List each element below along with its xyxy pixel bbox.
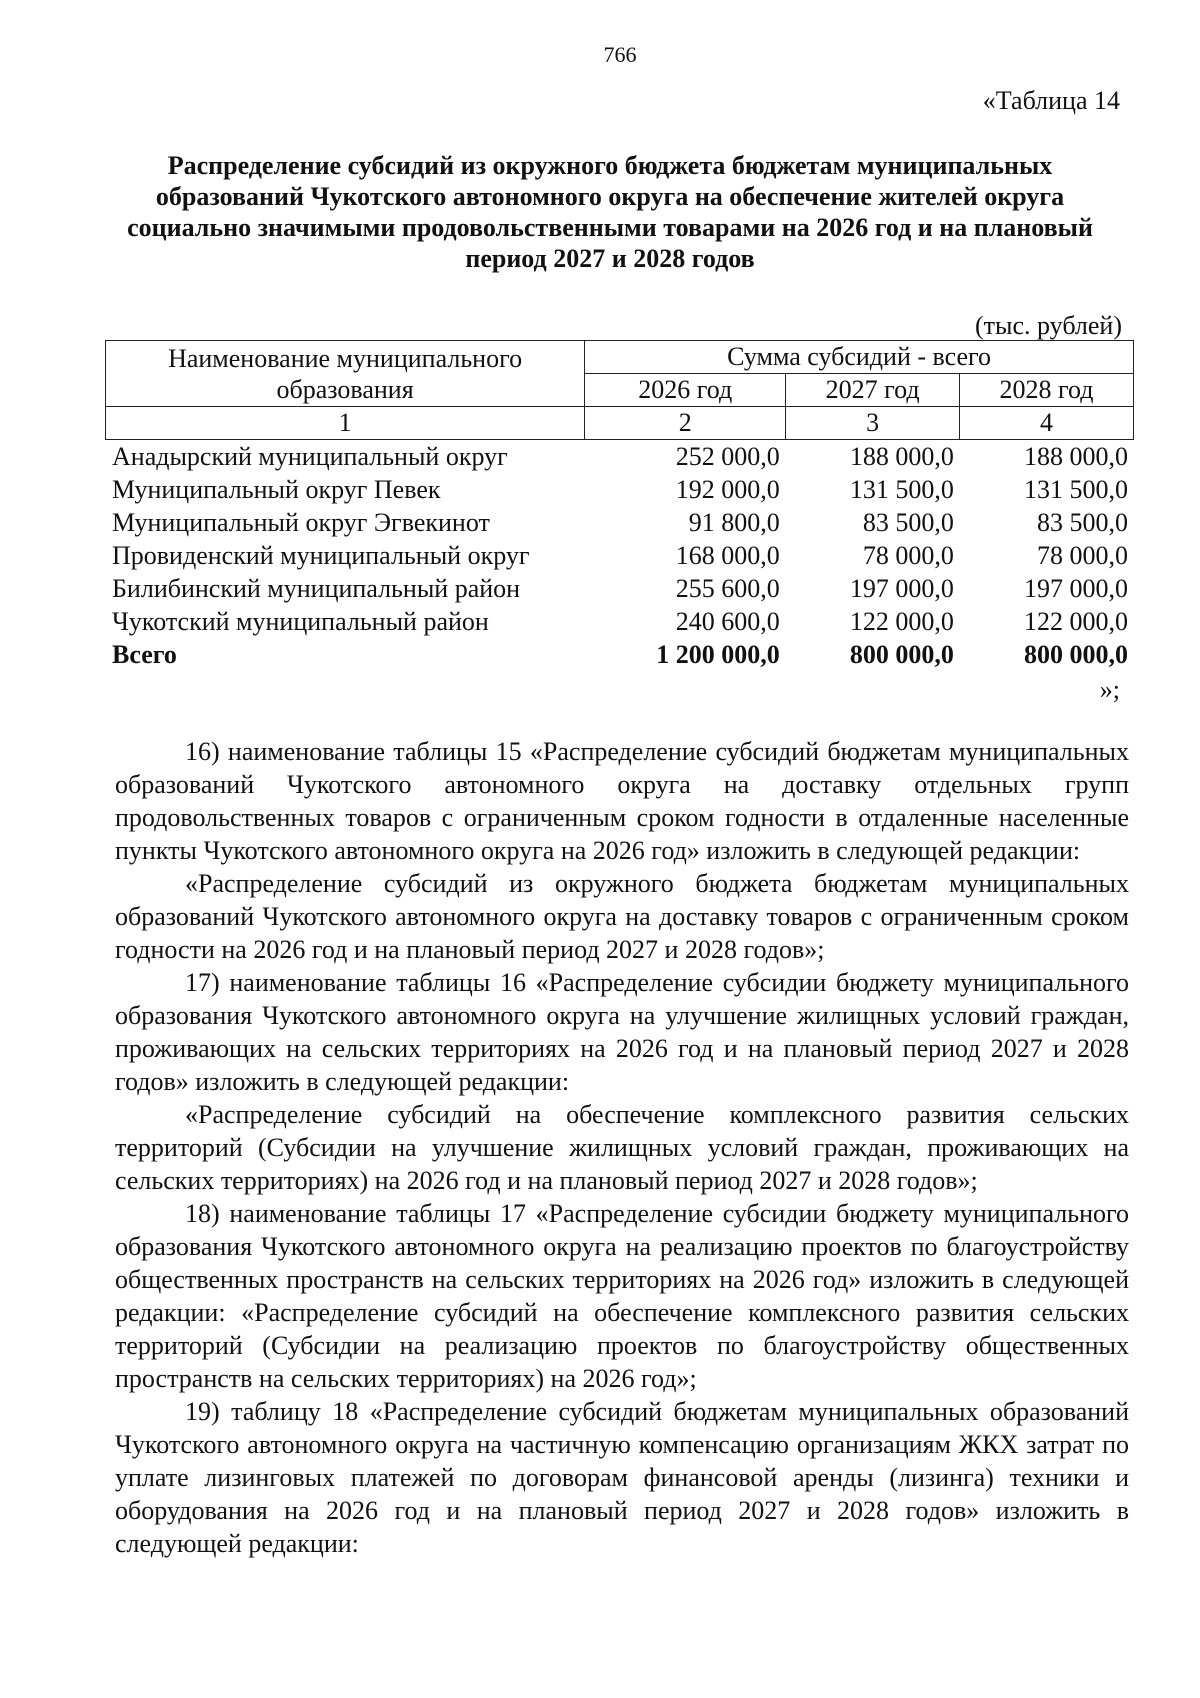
table-row — [112, 440, 1134, 473]
total-2027: 800 000,0 — [849, 640, 954, 669]
value-2028: 83 500,0 — [1037, 508, 1128, 537]
table-row — [112, 572, 1134, 605]
value-2028: 188 000,0 — [1024, 442, 1128, 471]
table-row — [112, 539, 1134, 572]
row-name: Провиденский муниципальный округ — [112, 541, 530, 570]
total-2026: 1 200 000,0 — [656, 640, 780, 669]
total-row — [112, 638, 1134, 671]
col-number: 4 — [960, 407, 1134, 440]
table-header — [105, 340, 1134, 440]
row-name: Муниципальный округ Певек — [112, 475, 441, 504]
value-2028: 78 000,0 — [1037, 541, 1128, 570]
header-sum: Сумма субсидий - всего — [585, 341, 1134, 374]
header-year-2028: 2028 год — [960, 374, 1134, 407]
value-2026: 240 600,0 — [675, 607, 780, 636]
page-number: 766 — [603, 42, 637, 67]
units-label: (тыс. рублей) — [974, 311, 1122, 340]
value-2027: 122 000,0 — [849, 607, 954, 636]
amendment-text — [115, 735, 1129, 1560]
col-number: 2 — [585, 407, 786, 440]
value-2027: 188 000,0 — [849, 442, 954, 471]
col-number: 1 — [106, 407, 585, 440]
value-2027: 197 000,0 — [849, 574, 954, 603]
table-row — [112, 506, 1134, 539]
row-name: Муниципальный округ Эгвекинот — [112, 508, 490, 537]
table-label: «Таблица 14 — [982, 86, 1120, 115]
value-2026: 192 000,0 — [675, 475, 780, 504]
value-2027: 78 000,0 — [862, 541, 954, 570]
header-year-2026: 2026 год — [585, 374, 786, 407]
paragraph: «Распределение субсидий из окружного бюджета бюджетам муниципальных образований Чукотского автономного округа на доставку товаров с ограниченным сроком годности на 2026 год и на плановый период 2027 и 2028 годов»; — [115, 869, 1129, 964]
value-2026: 168 000,0 — [675, 541, 780, 570]
subsidy-table — [112, 440, 1134, 671]
value-2027: 83 500,0 — [862, 508, 954, 537]
table-title: Распределение субсидий из окружного бюджета бюджетам муниципальных образований Чукотского автономного округа на обеспечение жителей округа социально значимыми продовольственными товарами на 2026 год и на плановый период 2027 и 2028 годов — [127, 151, 1093, 273]
header-year-2027: 2027 год — [786, 374, 960, 407]
row-name: Билибинский муниципальный район — [112, 574, 521, 603]
table-row — [112, 473, 1134, 506]
closing-quote: »; — [1099, 675, 1120, 704]
paragraph: «Распределение субсидий на обеспечение комплексного развития сельских территорий (Субсидии на улучшение жилищных условий граждан, проживающих на сельских территориях) на 2026 год и на плановый период 2027 и 2028 годов»; — [115, 1100, 1129, 1195]
row-name: Чукотский муниципальный район — [112, 607, 489, 636]
paragraph: 18) наименование таблицы 17 «Распределение субсидии бюджету муниципального образования Чукотского автономного округа на реализацию проектов по благоустройству общественных пространств на сельских территориях на 2026 год» изложить в следующей редакции: «Распределение субсидий на обеспечение комплексного развития сельских территорий (Субсидии на реализацию проектов по благоустройству общественных пространств на сельских территориях) на 2026 год»; — [115, 1199, 1129, 1393]
value-2026: 255 600,0 — [675, 574, 780, 603]
paragraph: 17) наименование таблицы 16 «Распределение субсидии бюджету муниципального образования Чукотского автономного округа на улучшение жилищных условий граждан, проживающих на сельских территориях на 2026 год и на плановый период 2027 и 2028 годов» изложить в следующей редакции: — [115, 968, 1129, 1096]
value-2028: 122 000,0 — [1024, 607, 1128, 636]
value-2028: 197 000,0 — [1024, 574, 1128, 603]
value-2026: 91 800,0 — [688, 508, 780, 537]
value-2028: 131 500,0 — [1024, 475, 1128, 504]
value-2026: 252 000,0 — [675, 442, 780, 471]
total-label: Всего — [112, 640, 177, 669]
value-2027: 131 500,0 — [849, 475, 954, 504]
row-name: Анадырский муниципальный округ — [112, 442, 508, 471]
col-number: 3 — [786, 407, 960, 440]
paragraph: 16) наименование таблицы 15 «Распределение субсидий бюджетам муниципальных образований Чукотского автономного округа на доставку отдельных групп продовольственных товаров с ограниченным сроком годности в отдаленные населенные пункты Чукотского автономного округа на 2026 год» изложить в следующей редакции: — [115, 737, 1129, 865]
total-2028: 800 000,0 — [1024, 640, 1128, 669]
table-row — [112, 605, 1134, 638]
header-name: Наименование муниципального образования — [106, 341, 585, 407]
paragraph: 19) таблицу 18 «Распределение субсидий бюджетам муниципальных образований Чукотского автономного округа на частичную компенсацию организациям ЖКХ затрат по уплате лизинговых платежей по договорам финансовой аренды (лизинга) техники и оборудования на 2026 год и на плановый период 2027 и 2028 годов» изложить в следующей редакции: — [115, 1397, 1129, 1558]
